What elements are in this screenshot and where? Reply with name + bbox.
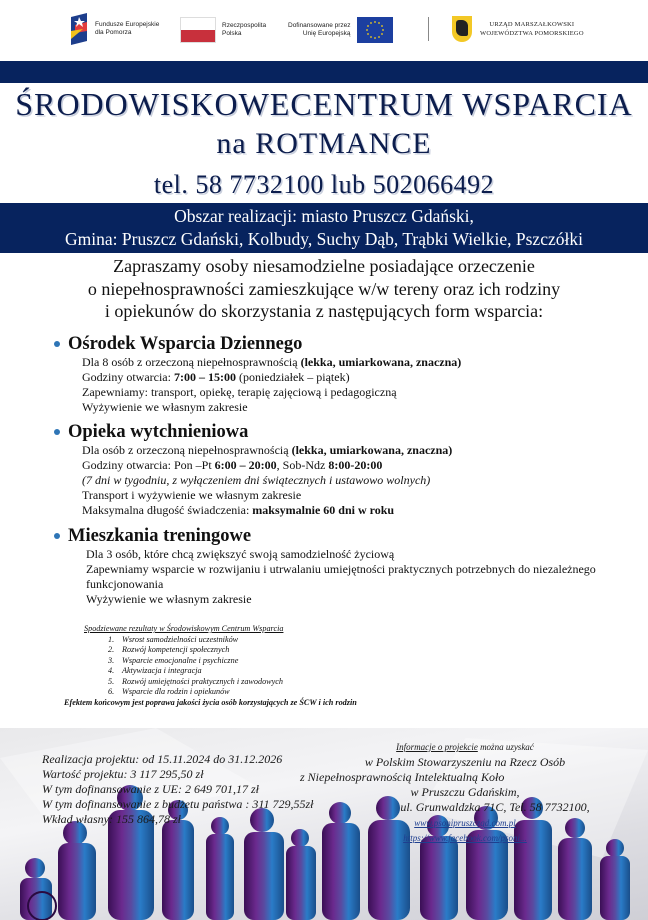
list-text: Aktywizacja i integracja: [122, 666, 202, 675]
urzad-text-1: URZĄD MARSZAŁKOWSKI: [489, 21, 575, 28]
info-line: w Polskim Stowarzyszeniu na Rzecz Osób: [364, 755, 566, 769]
top-navy-bar: [0, 61, 648, 83]
section-line: Zapewniamy wsparcie w rozwijaniu i utrwalaniu umiejętności praktycznych potrzebnych do niezależnego funkcjonowania: [86, 562, 596, 591]
project-details: [42, 752, 313, 827]
project-period: Realizacja projektu: od 15.11.2024 do 31.12.2026: [42, 752, 283, 766]
logo-eu: [288, 17, 393, 43]
invitation-text: [0, 255, 648, 323]
fe-text-2: dla Pomorza: [95, 29, 132, 36]
info-address: ul. Grunwaldzka 71C, Tel. 58 7732100,: [400, 800, 590, 814]
phone-line: tel. 58 7732100 lub 502066492: [153, 170, 495, 199]
section-mieszkania-treningowe: [54, 525, 646, 607]
page-title: ŚRODOWISKOWECENTRUM WSPARCIA: [15, 86, 633, 122]
list-item: [108, 666, 357, 677]
project-eu-funding: W tym dofinansowanie z UE: 2 649 701,17 zł: [42, 782, 259, 796]
list-number: 5.: [108, 676, 115, 686]
bullet-icon: [54, 533, 60, 539]
list-item: [108, 656, 357, 667]
info-heading: Informacje o projekcie: [396, 742, 478, 752]
list-number: 2.: [108, 645, 115, 654]
logo-rzeczpospolita: [180, 17, 266, 43]
info-line: w Pruszczu Gdańskim,: [410, 785, 520, 799]
section-line: Dla osób z orzeczoną niepełnosprawnością: [82, 443, 292, 457]
list-text: Wsparcie emocjonalne i psychiczne: [122, 655, 239, 665]
list-item: [108, 687, 357, 698]
pomorskie-crest-icon: [452, 16, 472, 42]
list-text: Wsparcie dla rodzin i opiekunów: [122, 687, 230, 696]
project-value: Wartość projektu: 3 117 295,50 zł: [42, 767, 204, 781]
list-number: 6.: [108, 687, 115, 696]
section-osrodek-wsparcia: [54, 333, 461, 415]
list-text: Rozwój umiejętności praktycznych i zawodowych: [122, 676, 283, 686]
results-summary: Efektem końcowym jest poprawa jakości życia osób korzystających ze ŚCW i ich rodzin: [64, 697, 357, 707]
section-line: Zapewniamy: transport, opiekę, terapię zajęciową i pedagogiczną: [82, 385, 397, 399]
logo-strip: [0, 0, 648, 58]
section-line: Godziny otwarcia: Pon –Pt: [82, 458, 215, 472]
section-opieka-wytchnieniowa: [54, 421, 452, 518]
list-number: 4.: [108, 666, 115, 675]
list-text: Wsrost samodzielności uczestników: [122, 634, 239, 644]
list-item: [108, 677, 357, 688]
section-line: Maksymalna długość świadczenia:: [82, 503, 253, 517]
section-line-bold: (lekka, umiarkowana, znaczna): [291, 443, 453, 457]
section-line: Godziny otwarcia:: [82, 370, 174, 384]
weekend-hours: 8:00-20:00: [328, 458, 383, 472]
pl-text-2: Polska: [222, 30, 242, 37]
section-line: Transport i wyżywienie we własnym zakresie: [82, 488, 302, 502]
section-title: Opieka wytchnieniowa: [68, 422, 249, 442]
logo-separator: [428, 17, 429, 41]
eu-text-2: Unię Europejską: [302, 30, 351, 37]
list-text: Rozwój kompetencji społecznych: [122, 645, 230, 654]
project-own-contribution: Wkład własny: 155 864,78 zł: [42, 812, 181, 826]
fe-logo-icon: [71, 13, 91, 45]
logo-fundusze-europejskie: [71, 13, 159, 45]
website-link[interactable]: www.psonipruszczgd.com.pl: [414, 818, 516, 828]
eu-flag-icon: [357, 17, 393, 43]
area-line-2: Gmina: Pruszcz Gdański, Kolbudy, Suchy Dąb, Trąbki Wielkie, Pszczółki: [65, 229, 583, 249]
list-item: [108, 635, 357, 646]
logo-urzad-marszalkowski: [452, 16, 584, 42]
facebook-link[interactable]: https://www.facebook.com/psoni...: [403, 833, 527, 843]
expected-results: [66, 624, 357, 708]
bullet-icon: [54, 429, 60, 435]
invite-line-1: Zapraszamy osoby niesamodzielne posiadające orzeczenie: [113, 256, 535, 276]
section-line: Dla 8 osób z orzeczoną niepełnosprawnością: [82, 355, 301, 369]
urzad-text-2: WOJEWÓDZTWA POMORSKIEGO: [480, 30, 584, 37]
pl-text-1: Rzeczpospolita: [222, 22, 267, 29]
section-title: Mieszkania treningowe: [68, 526, 252, 546]
info-line: z Niepełnosprawnością Intelektualną Koło: [300, 770, 505, 784]
info-heading-rest: można uzyskać: [477, 742, 534, 752]
max-duration: maksymalnie 60 dni w roku: [252, 503, 395, 517]
page-subtitle: na ROTMANCE: [216, 127, 432, 160]
contact-info: [300, 740, 630, 845]
invite-line-3: i opiekunów do skorzystania z następujących form wsparcia:: [104, 301, 544, 321]
bullet-icon: [54, 341, 60, 347]
list-item: [108, 645, 357, 656]
opening-hours: 7:00 – 15:00: [173, 370, 236, 384]
area-banner: [0, 203, 648, 253]
polish-flag-icon: [180, 17, 216, 43]
section-note: (7 dni w tygodniu, z wyłączeniem dni świątecznych i ustawowo wolnych): [82, 473, 431, 487]
opening-hours: 6:00 – 20:00: [214, 458, 277, 472]
list-number: 1.: [108, 634, 115, 644]
section-line: Dla 3 osób, które chcą zwiększyć swoją samodzielność życiową: [86, 547, 395, 561]
section-line: , Sob-Ndz: [276, 458, 329, 472]
section-line: (poniedziałek – piątek): [235, 370, 350, 384]
results-heading: Spodziewane rezultaty w Środowiskowym Centrum Wsparcia: [84, 624, 284, 633]
section-line-bold: (lekka, umiarkowana, znaczna): [300, 355, 462, 369]
area-line-1: Obszar realizacji: miasto Pruszcz Gdański,: [174, 206, 474, 226]
fe-text-1: Fundusze Europejskie: [95, 21, 160, 28]
section-line: Wyżywienie we własnym zakresie: [82, 400, 248, 414]
section-line: Wyżywienie we własnym zakresie: [86, 592, 252, 606]
section-title: Ośrodek Wsparcia Dziennego: [68, 334, 303, 354]
results-list: [108, 635, 357, 698]
project-state-funding: W tym dofinansowanie z budżetu państwa : 311 729,55zł: [42, 797, 314, 811]
eu-text-1: Dofinansowane przez: [288, 22, 351, 29]
list-number: 3.: [108, 655, 115, 665]
invite-line-2: o niepełnosprawności zamieszkujące w/w tereny oraz ich rodziny: [87, 278, 561, 299]
